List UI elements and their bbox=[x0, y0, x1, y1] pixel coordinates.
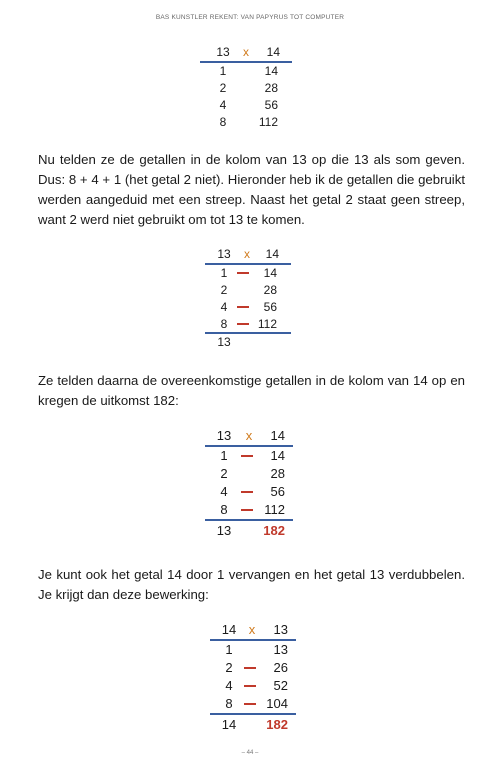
row-left: 8 bbox=[220, 317, 228, 331]
row-left: 2 bbox=[220, 283, 228, 297]
row-left: 2 bbox=[219, 81, 227, 95]
row-left: 2 bbox=[225, 660, 233, 675]
row-right: 104 bbox=[266, 696, 288, 711]
header-left: 13 bbox=[216, 428, 232, 443]
total-result: 182 bbox=[263, 523, 285, 538]
header-left: 14 bbox=[221, 622, 237, 637]
row-left: 2 bbox=[220, 466, 228, 481]
sum-rule bbox=[205, 519, 293, 521]
header-right: 14 bbox=[270, 428, 285, 443]
row-left: 8 bbox=[225, 696, 233, 711]
header-right: 14 bbox=[265, 247, 279, 261]
row-left: 1 bbox=[220, 266, 228, 280]
row-right: 28 bbox=[263, 283, 277, 297]
row-right: 26 bbox=[273, 660, 288, 675]
times-sign: x bbox=[245, 428, 253, 443]
row-right: 13 bbox=[273, 642, 288, 657]
header-left: 13 bbox=[217, 247, 231, 261]
times-sign: x bbox=[248, 622, 256, 637]
times-sign: x bbox=[243, 45, 249, 59]
row-right: 56 bbox=[270, 484, 285, 499]
row-left: 1 bbox=[219, 64, 227, 78]
header-left: 13 bbox=[216, 45, 230, 59]
row-left: 1 bbox=[225, 642, 233, 657]
row-right: 112 bbox=[257, 317, 277, 331]
paragraph-1: Nu telden ze de getallen in de kolom van 13 op die 13 als som geven. Dus: 8 + 4 + 1 (het getal 2 niet). Hieronder heb ik de getallen die gebruikt werden aangeduid met een streep. Naast het getal 2 staat geen streep, want 2 werd niet gebruikt om tot 13 te komen. bbox=[38, 152, 465, 227]
multiplication-table-1 bbox=[200, 44, 292, 130]
row-right: 112 bbox=[258, 115, 278, 129]
paragraph-3: Je kunt ook het getal 14 door 1 vervangen en het getal 13 verdubbelen. Je krijgt dan deze bewerking: bbox=[38, 567, 465, 602]
total-result: 182 bbox=[266, 717, 288, 732]
row-left: 4 bbox=[220, 484, 228, 499]
row-left: 4 bbox=[225, 678, 233, 693]
sum-rule bbox=[210, 713, 296, 715]
header-right: 13 bbox=[273, 622, 288, 637]
paragraph-2: Ze telden daarna de overeenkomstige getallen in de kolom van 14 op en kregen de uitkomst 182: bbox=[38, 373, 465, 408]
total-left: 13 bbox=[216, 523, 232, 538]
header-rule bbox=[210, 639, 296, 641]
row-right: 14 bbox=[263, 266, 277, 280]
row-right: 14 bbox=[264, 64, 278, 78]
row-left: 8 bbox=[220, 502, 228, 517]
row-right: 56 bbox=[263, 300, 277, 314]
times-sign: x bbox=[244, 247, 250, 261]
row-left: 1 bbox=[220, 448, 228, 463]
row-right: 28 bbox=[270, 466, 285, 481]
multiplication-table-3 bbox=[205, 428, 293, 546]
row-left: 8 bbox=[219, 115, 227, 129]
row-left: 4 bbox=[220, 300, 228, 314]
page-number: – 44 – bbox=[241, 750, 259, 756]
multiplication-table-4 bbox=[210, 622, 296, 740]
header-rule bbox=[205, 445, 293, 447]
row-right: 28 bbox=[264, 81, 278, 95]
row-left: 4 bbox=[219, 98, 227, 112]
row-right: 56 bbox=[264, 98, 278, 112]
running-header: BAS KUNSTLER REKENT: VAN PAPYRUS TOT COMPUTER bbox=[155, 14, 345, 21]
row-right: 112 bbox=[264, 502, 285, 517]
row-right: 52 bbox=[273, 678, 288, 693]
header-right: 14 bbox=[266, 45, 280, 59]
multiplication-table-2 bbox=[205, 246, 291, 350]
row-right: 14 bbox=[270, 448, 285, 463]
total-left: 13 bbox=[217, 335, 231, 349]
total-left: 14 bbox=[221, 717, 237, 732]
